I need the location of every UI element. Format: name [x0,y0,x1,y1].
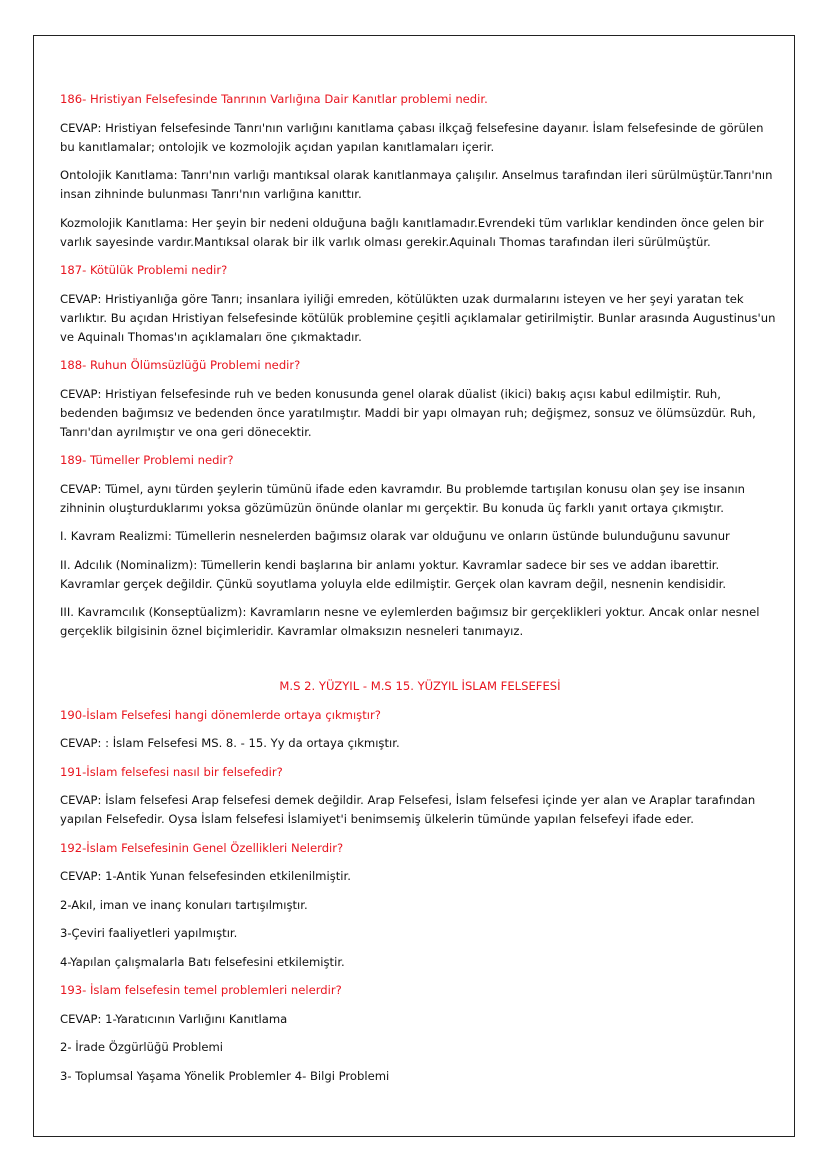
answer-paragraph: CEVAP: : İslam Felsefesi MS. 8. - 15. Yy da ortaya çıkmıştır. [60,736,400,750]
question-heading: 186- Hristiyan Felsefesinde Tanrının Varlığına Dair Kanıtlar problemi nedir. [60,92,488,106]
question-heading: 191-İslam felsefesi nasıl bir felsefedir? [60,764,283,779]
answer-paragraph: CEVAP: İslam felsefesi Arap felsefesi demek değildir. Arap Felsefesi, İslam felsefesi içinde yer alan ve Araplar tarafından yapılan Felsefedir. Oysa İslam felsefesi İslamiyet'i benimsemiş ülkelerin tümünde yapılan felsefeyi ifade eder. [60,793,756,826]
answer-paragraph: I. Kavram Realizmi: Tümellerin nesnelerden bağımsız olarak var olduğunu ve onların üstünde bulunduğunu savunur [60,529,730,543]
answer-paragraph: 2-Akıl, iman ve inanç konuları tartışılmıştır. [60,897,308,912]
answer-paragraph: CEVAP: 1-Antik Yunan felsefesinden etkilenilmiştir. [60,869,351,883]
answer-paragraph: Ontolojik Kanıtlama: Tanrı'nın varlığı mantıksal olarak kanıtlanmaya çalışılır. Anselmus tarafından ileri sürülmüştür.Tanrı'nın insan zihninde bulunması Tanrı'nın varlığına kanıttır. [60,168,773,201]
answer-paragraph: 2- İrade Özgürlüğü Problemi [60,1040,223,1054]
answer-paragraph: 4-Yapılan çalışmalarla Batı felsefesini etkilemiştir. [60,954,345,969]
answer-paragraph: CEVAP: 1-Yaratıcının Varlığını Kanıtlama [60,1011,288,1026]
answer-paragraph: II. Adcılık (Nominalizm): Tümellerin kendi başlarına bir anlamı yoktur. Kavramlar sadece bir ses ve addan ibarettir. Kavramlar gerçek değildir. Çünkü soyutlama yoluyla elde edilmiştir. Gerçek olan kavram değil, nesnenin kendisidir. [60,557,727,591]
question-heading: 189- Tümeller Problemi nedir? [60,453,234,467]
answer-paragraph: Kozmolojik Kanıtlama: Her şeyin bir nedeni olduğuna bağlı kanıtlamadır.Evrendeki tüm varlıklar kendinden önce gelen bir varlık sayesinde vardır.Mantıksal olarak bir ilk varlık olması gerekir.Aquinalı Thomas tarafından ileri sürülmüştür. [60,215,764,249]
answer-paragraph: CEVAP: Hristiyanlığa göre Tanrı; insanlara iyiliği emreden, kötülükten uzak durmalarını isteyen ve her şeyi yaratan tek varlıktır. Bu açıdan Hristiyan felsefesinde kötülük problemine çeşitli açıklamalar getirilmiştir. Bunlar arasında Augustinus'un ve Aquinalı Thomas'ın açıklamaları öne çıkmaktadır. [60,291,776,344]
question-heading: 188- Ruhun Ölümsüzlüğü Problemi nedir? [60,358,301,372]
answer-paragraph: CEVAP: Hristiyan felsefesinde ruh ve beden konusunda genel olarak düalist (ikici) bakış açısı kabul edilmiştir. Ruh, bedenden bağımsız ve bedenden önce yaratılmıştır. Maddi bir yapı olmayan ruh; değişmez, sonsuz ve ölümsüzdür. Ruh, Tanrı'dan ayrılmıştır ve ona geri dönecektir. [60,386,756,439]
question-heading: 187- Kötülük Problemi nedir? [60,263,228,277]
answer-paragraph: 3-Çeviri faaliyetleri yapılmıştır. [60,926,238,940]
document-body [60,90,780,1095]
section-title: M.S 2. YÜZYIL - M.S 15. YÜZYIL İSLAM FELSEFESİ [279,679,561,693]
answer-paragraph: CEVAP: Hristiyan felsefesinde Tanrı'nın varlığını kanıtlama çabası ilkçağ felsefesine dayanır. İslam felsefesinde de görülen bu kanıtlamalar; ontolojik ve kozmolojik açıdan yapılan kanıtlamaları içerir. [60,120,764,154]
question-heading: 192-İslam Felsefesinin Genel Özellikleri Nelerdir? [60,840,344,855]
answer-paragraph: 3- Toplumsal Yaşama Yönelik Problemler 4- Bilgi Problemi [60,1068,390,1083]
question-heading: 190-İslam Felsefesi hangi dönemlerde ortaya çıkmıştır? [60,707,381,722]
question-heading: 193- İslam felsefesin temel problemleri nelerdir? [60,983,342,997]
answer-paragraph: CEVAP: Tümel, aynı türden şeylerin tümünü ifade eden kavramdır. Bu problemde tartışılan konusu olan şey ise insanın zihninin oluşturduklarımı yoksa gözümüzün önünde olanlar mı gerçektir. Bu konuda üç farklı yanıt ortaya çıkmıştır. [60,481,746,515]
answer-paragraph: III. Kavramcılık (Konseptüalizm): Kavramların nesne ve eylemlerden bağımsız bir gerçeklikleri yoktur. Ancak onlar nesnel gerçeklik bilgisinin öznel biçimleridir. Kavramlar olmaksızın nesneleri tanımayız. [60,605,760,638]
